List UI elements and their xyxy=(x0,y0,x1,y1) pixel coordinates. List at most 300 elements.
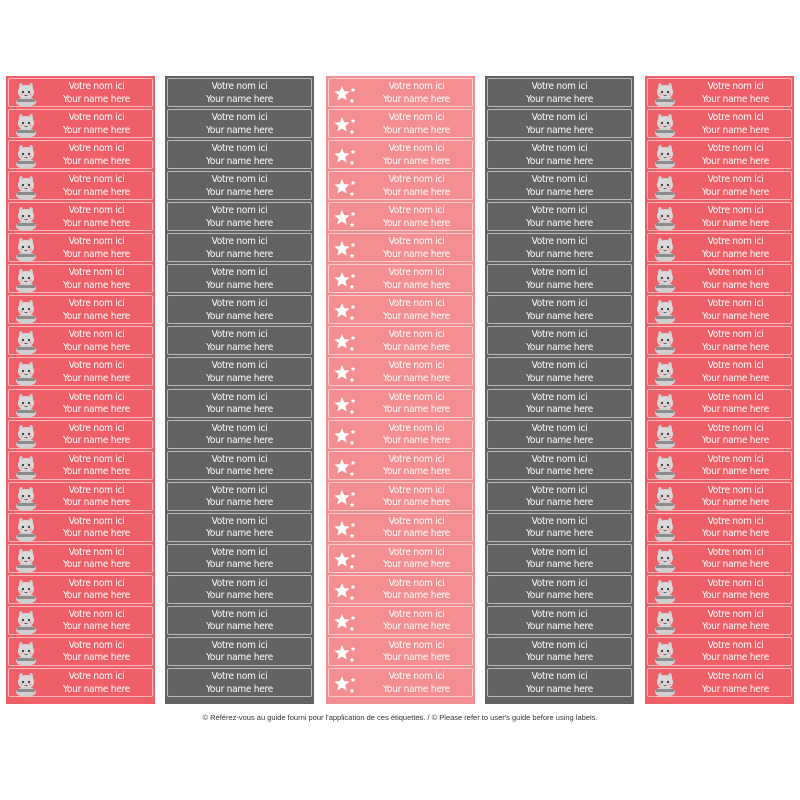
label-line-french: Votre nom ici xyxy=(211,422,268,434)
label-line-french: Votre nom ici xyxy=(388,112,445,123)
label-line-french: Votre nom ici xyxy=(388,143,445,155)
llama-icon xyxy=(13,113,39,138)
label-text xyxy=(680,671,791,696)
label-text xyxy=(680,329,791,354)
label-line-french: Votre nom ici xyxy=(531,298,588,310)
label-line-french: Votre nom ici xyxy=(211,205,268,217)
label-line-english: Your name here xyxy=(701,186,770,198)
label-line-french: Votre nom ici xyxy=(531,360,588,372)
label-text xyxy=(168,578,311,603)
label-line-english: Your name here xyxy=(525,124,594,136)
name-label[interactable] xyxy=(167,420,312,449)
label-line-french: Votre nom ici xyxy=(707,360,764,372)
label-line-english: Your name here xyxy=(701,248,770,260)
name-label[interactable] xyxy=(167,233,312,262)
name-label[interactable] xyxy=(328,140,473,169)
label-line-english: Your name here xyxy=(525,279,594,291)
label-line-french: Votre nom ici xyxy=(388,205,445,217)
stars-icon xyxy=(333,610,359,635)
name-label[interactable] xyxy=(487,575,632,604)
name-label[interactable] xyxy=(647,575,792,604)
name-label[interactable] xyxy=(167,668,312,697)
label-line-english: Your name here xyxy=(62,466,131,478)
name-label[interactable] xyxy=(328,389,473,418)
label-line-english: Your name here xyxy=(525,217,594,229)
name-label[interactable] xyxy=(487,357,632,386)
label-line-english: Your name here xyxy=(382,466,451,478)
label-line-english: Your name here xyxy=(62,497,131,509)
label-line-french: Votre nom ici xyxy=(707,484,764,496)
label-line-french: Votre nom ici xyxy=(707,267,764,279)
label-text xyxy=(488,485,631,510)
label-line-english: Your name here xyxy=(205,683,274,695)
label-text xyxy=(41,485,152,510)
label-line-french: Votre nom ici xyxy=(211,453,268,465)
label-text xyxy=(361,671,472,696)
name-label[interactable] xyxy=(487,109,632,138)
label-line-english: Your name here xyxy=(525,466,594,478)
stars-icon xyxy=(333,330,359,355)
name-label[interactable] xyxy=(8,78,153,107)
label-line-french: Votre nom ici xyxy=(707,453,764,465)
name-label[interactable] xyxy=(487,637,632,666)
label-line-english: Your name here xyxy=(701,310,770,322)
label-line-french: Votre nom ici xyxy=(531,267,588,279)
label-text xyxy=(41,205,152,230)
name-label[interactable] xyxy=(647,357,792,386)
name-label[interactable] xyxy=(647,668,792,697)
label-line-french: Votre nom ici xyxy=(68,453,125,465)
label-line-french: Votre nom ici xyxy=(211,329,268,341)
label-text xyxy=(41,516,152,541)
label-line-english: Your name here xyxy=(62,341,131,353)
name-label[interactable] xyxy=(647,513,792,542)
name-label[interactable] xyxy=(167,451,312,480)
label-text xyxy=(361,392,472,417)
label-line-french: Votre nom ici xyxy=(388,329,445,341)
stars-icon xyxy=(333,144,359,169)
label-text xyxy=(41,298,152,323)
label-line-french: Votre nom ici xyxy=(388,267,445,279)
label-line-english: Your name here xyxy=(62,404,131,415)
llama-icon xyxy=(652,579,678,604)
name-label[interactable] xyxy=(8,606,153,635)
label-text xyxy=(361,609,472,634)
label-text xyxy=(41,392,152,417)
label-text xyxy=(41,329,152,354)
label-text xyxy=(680,454,791,479)
label-line-french: Votre nom ici xyxy=(707,112,764,123)
label-text xyxy=(168,360,311,385)
name-label[interactable] xyxy=(487,295,632,324)
name-label[interactable] xyxy=(647,451,792,480)
name-label[interactable] xyxy=(167,109,312,138)
label-line-english: Your name here xyxy=(701,528,770,540)
label-line-french: Votre nom ici xyxy=(707,422,764,434)
llama-icon xyxy=(652,299,678,324)
label-line-french: Votre nom ici xyxy=(68,422,125,434)
stars-icon xyxy=(333,455,359,480)
label-line-french: Votre nom ici xyxy=(531,112,588,123)
label-line-english: Your name here xyxy=(701,497,770,509)
label-text xyxy=(488,329,631,354)
name-label[interactable] xyxy=(647,606,792,635)
label-line-french: Votre nom ici xyxy=(388,608,445,620)
name-label[interactable] xyxy=(8,513,153,542)
label-line-french: Votre nom ici xyxy=(531,174,588,186)
name-label[interactable] xyxy=(167,544,312,573)
name-label[interactable] xyxy=(167,202,312,231)
name-label[interactable] xyxy=(167,482,312,511)
label-text xyxy=(488,423,631,448)
name-label[interactable] xyxy=(328,264,473,293)
label-text xyxy=(41,112,152,137)
name-label[interactable] xyxy=(167,326,312,355)
label-line-english: Your name here xyxy=(701,621,770,633)
name-label[interactable] xyxy=(167,513,312,542)
label-text xyxy=(488,671,631,696)
label-line-french: Votre nom ici xyxy=(388,298,445,310)
label-line-french: Votre nom ici xyxy=(531,671,588,682)
label-line-english: Your name here xyxy=(62,528,131,540)
stars-icon xyxy=(333,393,359,418)
name-label[interactable] xyxy=(167,357,312,386)
label-line-french: Votre nom ici xyxy=(707,174,764,186)
name-label[interactable] xyxy=(647,140,792,169)
name-label[interactable] xyxy=(487,606,632,635)
llama-icon xyxy=(13,299,39,324)
label-line-french: Votre nom ici xyxy=(68,112,125,123)
label-line-english: Your name here xyxy=(62,217,131,229)
name-label[interactable] xyxy=(167,575,312,604)
label-line-english: Your name here xyxy=(62,155,131,167)
label-line-english: Your name here xyxy=(205,217,274,229)
name-label[interactable] xyxy=(167,637,312,666)
name-label[interactable] xyxy=(167,140,312,169)
label-text xyxy=(168,609,311,634)
name-label[interactable] xyxy=(328,668,473,697)
llama-icon xyxy=(652,330,678,355)
label-text xyxy=(41,236,152,261)
name-label[interactable] xyxy=(647,544,792,573)
label-line-english: Your name here xyxy=(382,404,451,415)
label-text xyxy=(680,609,791,634)
name-label[interactable] xyxy=(328,202,473,231)
label-line-english: Your name here xyxy=(701,404,770,415)
label-line-english: Your name here xyxy=(525,341,594,353)
name-label[interactable] xyxy=(167,389,312,418)
label-text xyxy=(488,298,631,323)
label-text xyxy=(168,547,311,572)
stars-icon xyxy=(333,579,359,604)
label-line-french: Votre nom ici xyxy=(531,236,588,248)
label-line-french: Votre nom ici xyxy=(211,143,268,155)
label-text xyxy=(680,640,791,665)
label-line-english: Your name here xyxy=(205,248,274,260)
label-line-french: Votre nom ici xyxy=(388,484,445,496)
label-line-french: Votre nom ici xyxy=(388,453,445,465)
name-label[interactable] xyxy=(328,637,473,666)
stars-icon xyxy=(333,237,359,262)
name-label[interactable] xyxy=(647,78,792,107)
label-line-french: Votre nom ici xyxy=(211,515,268,527)
label-line-english: Your name here xyxy=(205,590,274,602)
label-line-english: Your name here xyxy=(62,93,131,105)
name-label[interactable] xyxy=(167,606,312,635)
name-label[interactable] xyxy=(328,326,473,355)
stars-icon xyxy=(333,82,359,107)
label-text xyxy=(680,267,791,292)
label-text xyxy=(488,454,631,479)
name-label[interactable] xyxy=(487,202,632,231)
name-label[interactable] xyxy=(328,451,473,480)
stars-icon xyxy=(333,206,359,231)
name-label[interactable] xyxy=(487,233,632,262)
name-label[interactable] xyxy=(487,482,632,511)
label-line-french: Votre nom ici xyxy=(707,639,764,651)
label-text xyxy=(488,143,631,168)
name-label[interactable] xyxy=(328,420,473,449)
name-label[interactable] xyxy=(487,264,632,293)
label-line-english: Your name here xyxy=(525,93,594,105)
label-sheet xyxy=(6,76,794,704)
name-label[interactable] xyxy=(328,575,473,604)
label-line-english: Your name here xyxy=(701,466,770,478)
label-text xyxy=(680,516,791,541)
llama-icon xyxy=(652,517,678,542)
name-label[interactable] xyxy=(8,575,153,604)
name-label[interactable] xyxy=(8,357,153,386)
label-text xyxy=(488,360,631,385)
stars-icon xyxy=(333,486,359,511)
label-text xyxy=(488,516,631,541)
name-label[interactable] xyxy=(328,233,473,262)
label-column-llama-pink xyxy=(6,76,155,704)
name-label[interactable] xyxy=(487,78,632,107)
label-text xyxy=(361,174,472,199)
name-label[interactable] xyxy=(647,233,792,262)
label-line-english: Your name here xyxy=(382,248,451,260)
llama-icon xyxy=(13,641,39,666)
label-line-english: Your name here xyxy=(382,497,451,509)
label-line-english: Your name here xyxy=(62,248,131,260)
llama-icon xyxy=(652,206,678,231)
label-text xyxy=(488,81,631,106)
label-text xyxy=(41,81,152,106)
name-label[interactable] xyxy=(647,637,792,666)
label-text xyxy=(41,640,152,665)
label-line-french: Votre nom ici xyxy=(388,81,445,92)
name-label[interactable] xyxy=(487,544,632,573)
name-label[interactable] xyxy=(8,140,153,169)
label-text xyxy=(361,360,472,385)
name-label[interactable] xyxy=(8,326,153,355)
label-text xyxy=(41,174,152,199)
llama-icon xyxy=(652,486,678,511)
label-text xyxy=(41,423,152,448)
name-label[interactable] xyxy=(8,637,153,666)
name-label[interactable] xyxy=(487,420,632,449)
name-label[interactable] xyxy=(8,202,153,231)
label-text xyxy=(680,392,791,417)
label-line-english: Your name here xyxy=(701,279,770,291)
name-label[interactable] xyxy=(647,202,792,231)
name-label[interactable] xyxy=(647,295,792,324)
label-line-french: Votre nom ici xyxy=(68,484,125,496)
name-label[interactable] xyxy=(647,389,792,418)
name-label[interactable] xyxy=(487,389,632,418)
label-text xyxy=(488,112,631,137)
label-text xyxy=(680,578,791,603)
label-text xyxy=(168,485,311,510)
label-text xyxy=(361,143,472,168)
name-label[interactable] xyxy=(647,171,792,200)
llama-icon xyxy=(652,82,678,107)
label-line-english: Your name here xyxy=(62,186,131,198)
label-line-english: Your name here xyxy=(382,155,451,167)
label-line-french: Votre nom ici xyxy=(68,360,125,372)
name-label[interactable] xyxy=(8,482,153,511)
label-line-english: Your name here xyxy=(701,683,770,695)
label-line-french: Votre nom ici xyxy=(211,174,268,186)
llama-icon xyxy=(13,455,39,480)
name-label[interactable] xyxy=(8,171,153,200)
name-label[interactable] xyxy=(328,544,473,573)
name-label[interactable] xyxy=(8,668,153,697)
label-text xyxy=(41,578,152,603)
label-line-english: Your name here xyxy=(62,279,131,291)
label-line-french: Votre nom ici xyxy=(211,546,268,558)
label-text xyxy=(41,143,152,168)
label-line-french: Votre nom ici xyxy=(211,298,268,310)
llama-icon xyxy=(652,175,678,200)
label-text xyxy=(41,360,152,385)
label-text xyxy=(168,392,311,417)
name-label[interactable] xyxy=(487,451,632,480)
name-label[interactable] xyxy=(167,171,312,200)
name-label[interactable] xyxy=(8,295,153,324)
llama-icon xyxy=(652,268,678,293)
label-text xyxy=(680,360,791,385)
label-line-english: Your name here xyxy=(382,186,451,198)
name-label[interactable] xyxy=(328,78,473,107)
label-line-english: Your name here xyxy=(525,559,594,571)
label-text xyxy=(680,143,791,168)
label-text xyxy=(41,547,152,572)
label-line-french: Votre nom ici xyxy=(531,453,588,465)
name-label[interactable] xyxy=(647,264,792,293)
name-label[interactable] xyxy=(647,420,792,449)
label-line-french: Votre nom ici xyxy=(531,143,588,155)
stars-icon xyxy=(333,113,359,138)
name-label[interactable] xyxy=(328,606,473,635)
name-label[interactable] xyxy=(328,357,473,386)
name-label[interactable] xyxy=(487,326,632,355)
name-label[interactable] xyxy=(647,482,792,511)
name-label[interactable] xyxy=(487,171,632,200)
label-line-english: Your name here xyxy=(382,217,451,229)
name-label[interactable] xyxy=(8,109,153,138)
name-label[interactable] xyxy=(328,109,473,138)
label-text xyxy=(41,267,152,292)
label-line-french: Votre nom ici xyxy=(68,577,125,589)
label-line-french: Votre nom ici xyxy=(707,608,764,620)
name-label[interactable] xyxy=(647,326,792,355)
label-line-french: Votre nom ici xyxy=(211,484,268,496)
label-text xyxy=(680,112,791,137)
name-label[interactable] xyxy=(8,264,153,293)
label-text xyxy=(168,236,311,261)
name-label[interactable] xyxy=(8,420,153,449)
label-line-french: Votre nom ici xyxy=(68,329,125,341)
name-label[interactable] xyxy=(328,295,473,324)
label-line-french: Votre nom ici xyxy=(211,391,268,403)
label-line-french: Votre nom ici xyxy=(68,174,125,186)
llama-icon xyxy=(13,579,39,604)
name-label[interactable] xyxy=(487,513,632,542)
name-label[interactable] xyxy=(8,544,153,573)
label-line-english: Your name here xyxy=(62,683,131,695)
llama-icon xyxy=(13,268,39,293)
label-line-english: Your name here xyxy=(205,404,274,415)
name-label[interactable] xyxy=(167,295,312,324)
label-text xyxy=(680,547,791,572)
name-label[interactable] xyxy=(647,109,792,138)
label-line-french: Votre nom ici xyxy=(531,422,588,434)
label-text xyxy=(361,81,472,106)
label-text xyxy=(680,174,791,199)
label-line-french: Votre nom ici xyxy=(211,81,268,92)
label-line-english: Your name here xyxy=(205,310,274,322)
label-line-french: Votre nom ici xyxy=(531,639,588,651)
label-line-english: Your name here xyxy=(382,279,451,291)
name-label[interactable] xyxy=(487,668,632,697)
label-line-french: Votre nom ici xyxy=(707,205,764,217)
label-text xyxy=(361,485,472,510)
label-line-english: Your name here xyxy=(205,466,274,478)
name-label[interactable] xyxy=(328,482,473,511)
label-line-english: Your name here xyxy=(525,372,594,384)
label-line-french: Votre nom ici xyxy=(388,577,445,589)
label-line-french: Votre nom ici xyxy=(707,236,764,248)
name-label[interactable] xyxy=(328,513,473,542)
llama-icon xyxy=(652,361,678,386)
name-label[interactable] xyxy=(167,78,312,107)
label-text xyxy=(168,205,311,230)
label-line-french: Votre nom ici xyxy=(68,515,125,527)
llama-icon xyxy=(652,641,678,666)
label-line-english: Your name here xyxy=(205,621,274,633)
label-line-english: Your name here xyxy=(701,652,770,664)
name-label[interactable] xyxy=(8,233,153,262)
label-text xyxy=(488,578,631,603)
name-label[interactable] xyxy=(328,171,473,200)
label-line-french: Votre nom ici xyxy=(531,205,588,217)
name-label[interactable] xyxy=(487,140,632,169)
label-text xyxy=(488,547,631,572)
label-text xyxy=(361,423,472,448)
label-text xyxy=(41,609,152,634)
name-label[interactable] xyxy=(167,264,312,293)
llama-icon xyxy=(652,455,678,480)
label-line-french: Votre nom ici xyxy=(68,205,125,217)
name-label[interactable] xyxy=(8,451,153,480)
label-text xyxy=(488,640,631,665)
label-line-french: Votre nom ici xyxy=(531,577,588,589)
name-label[interactable] xyxy=(8,389,153,418)
stars-icon xyxy=(333,641,359,666)
label-text xyxy=(168,329,311,354)
